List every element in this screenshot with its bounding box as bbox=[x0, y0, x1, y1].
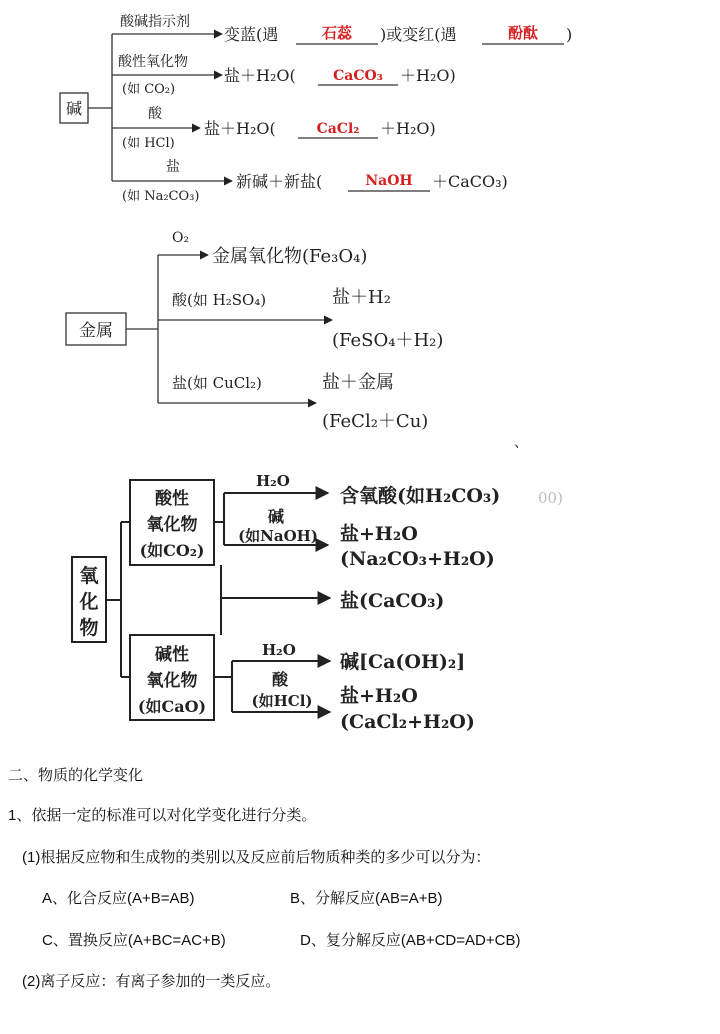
option-d: D、复分解反应(AB+CD=AD+CB) bbox=[300, 932, 521, 949]
acidic-oxide-line-1: 酸性 bbox=[155, 489, 189, 509]
base-salt-result-a: 新碱＋新盐( bbox=[236, 172, 323, 191]
metal-acid-label: 酸(如 H₂SO₄) bbox=[172, 291, 267, 309]
basic-oxide-line-1: 碱性 bbox=[155, 645, 189, 665]
metal-acid-product: (FeSO₄＋H₂) bbox=[332, 330, 444, 351]
paragraph-1: 1、依据一定的标准可以对化学变化进行分类。 bbox=[8, 807, 317, 824]
faded-text: 00) bbox=[538, 489, 563, 507]
base-indicator-result-a: 变蓝(遇 bbox=[224, 25, 279, 44]
acidic-base-label: 碱 bbox=[267, 507, 285, 526]
basic-oxide-line-2: 氧化物 bbox=[146, 671, 198, 691]
basic-water-label: H₂O bbox=[262, 641, 296, 659]
stray-mark: 、 bbox=[514, 435, 528, 451]
metal-oxygen-label: O₂ bbox=[172, 230, 190, 246]
acidic-water-label: H₂O bbox=[256, 472, 290, 490]
acidic-base-result: 盐+H₂O bbox=[340, 523, 418, 545]
oxide-center-char-3: 物 bbox=[79, 617, 99, 639]
option-b: B、分解反应(AB=A+B) bbox=[290, 890, 443, 907]
section-heading: 二、物质的化学变化 bbox=[8, 767, 144, 784]
oxide-mid-result: 盐(CaCO₃) bbox=[340, 590, 445, 612]
acidic-base-product: (Na₂CO₃+H₂O) bbox=[340, 548, 495, 570]
metal-center-label: 金属 bbox=[79, 321, 113, 341]
oxide-properties-diagram bbox=[72, 472, 563, 733]
base-center-label: 碱 bbox=[65, 99, 83, 118]
option-a: A、化合反应(A+B=AB) bbox=[42, 890, 195, 907]
base-acidic-oxide-example: (如 CO₂) bbox=[122, 82, 176, 97]
metal-acid-result: 盐＋H₂ bbox=[332, 287, 391, 308]
oxide-center-char-1: 氧 bbox=[79, 565, 99, 587]
base-salt-example: (如 Na₂CO₃) bbox=[122, 189, 200, 204]
acidic-oxide-line-2: 氧化物 bbox=[146, 515, 198, 535]
base-acid-label: 酸 bbox=[148, 106, 162, 122]
option-c: C、置换反应(A+BC=AC+B) bbox=[42, 932, 226, 949]
basic-acid-product: (CaCl₂+H₂O) bbox=[340, 711, 475, 733]
base-indicator-label: 酸碱指示剂 bbox=[120, 14, 190, 30]
metal-salt-label: 盐(如 CuCl₂) bbox=[172, 374, 262, 392]
base-salt-result-b: ＋CaCO₃) bbox=[432, 172, 508, 191]
basic-acid-example: (如HCl) bbox=[251, 692, 313, 710]
base-acid-result-a: 盐＋H₂O( bbox=[204, 119, 276, 138]
metal-salt-product: (FeCl₂＋Cu) bbox=[322, 411, 429, 432]
acidic-oxide-line-3: (如CO₂) bbox=[139, 541, 205, 560]
base-acid-result-b: ＋H₂O) bbox=[380, 119, 436, 138]
basic-acid-label: 酸 bbox=[271, 670, 289, 689]
base-acid-blank: CaCl₂ bbox=[316, 121, 360, 137]
base-acidic-oxide-label: 酸性氧化物 bbox=[118, 54, 188, 70]
base-acidic-oxide-blank: CaCO₃ bbox=[333, 68, 383, 84]
base-acid-example: (如 HCl) bbox=[122, 136, 175, 151]
base-indicator-blank-litmus: 石蕊 bbox=[321, 24, 353, 42]
metal-properties-diagram bbox=[66, 230, 528, 451]
base-acidic-oxide-result-a: 盐＋H₂O( bbox=[224, 66, 296, 85]
base-salt-label: 盐 bbox=[166, 159, 180, 175]
paragraph-3: (2)离子反应：有离子参加的一类反应。 bbox=[22, 973, 281, 990]
acidic-base-example: (如NaOH) bbox=[238, 527, 318, 545]
base-properties-diagram bbox=[60, 13, 572, 204]
basic-oxide-line-3: (如CaO) bbox=[137, 697, 207, 716]
base-acidic-oxide-result-b: ＋H₂O) bbox=[400, 66, 456, 85]
base-indicator-result-b: )或变红(遇 bbox=[380, 25, 457, 44]
oxide-center-char-2: 化 bbox=[79, 591, 99, 613]
metal-oxygen-result: 金属氧化物(Fe₃O₄) bbox=[212, 246, 368, 267]
basic-acid-result: 盐+H₂O bbox=[340, 685, 418, 707]
base-indicator-blank-phenol: 酚酞 bbox=[507, 24, 539, 42]
basic-water-result: 碱[Ca(OH)₂] bbox=[340, 651, 466, 673]
paragraph-2: (1)根据反应物和生成物的类别以及反应前后物质种类的多少可以分为： bbox=[22, 849, 491, 866]
base-indicator-result-c: ) bbox=[566, 25, 573, 44]
acidic-water-result: 含氧酸(如H₂CO₃) bbox=[340, 485, 501, 507]
base-salt-blank: NaOH bbox=[365, 173, 413, 189]
metal-salt-result: 盐＋金属 bbox=[322, 372, 394, 393]
